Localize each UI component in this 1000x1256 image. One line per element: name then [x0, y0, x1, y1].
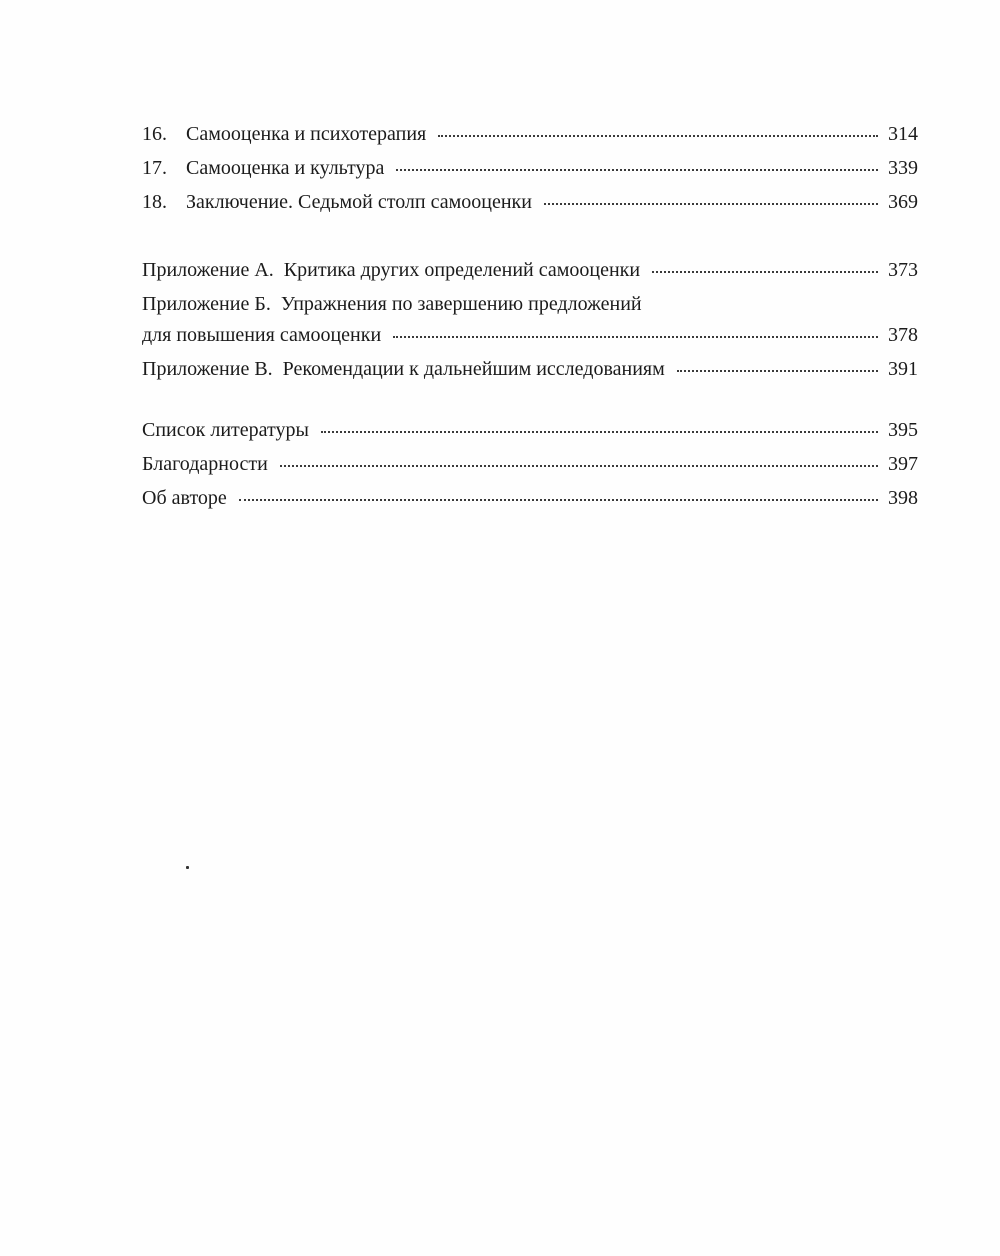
toc-entry-chapter-17[interactable]: [142, 158, 918, 192]
chapter-number: 18.: [142, 191, 167, 213]
chapter-title: Самооценка и психотерапия: [186, 123, 427, 145]
appendix-title-line2: для повышения самооценки: [142, 324, 382, 346]
page-number: 373: [888, 259, 918, 281]
page-number: 397: [888, 453, 918, 475]
toc-entry-appendix-v[interactable]: [142, 359, 918, 393]
dot-leader: [280, 465, 878, 467]
chapter-title: Заключение. Седьмой столп самооценки: [186, 191, 532, 213]
chapter-number: 17.: [142, 157, 167, 179]
toc-entry-appendix-b[interactable]: [142, 294, 918, 358]
dot-leader: [544, 203, 878, 205]
dot-leader: [396, 169, 878, 171]
entry-title: Список литературы: [142, 419, 309, 441]
dot-leader: [677, 370, 878, 372]
toc-entry-chapter-16[interactable]: [142, 124, 918, 158]
chapter-title: Самооценка и культура: [186, 157, 385, 179]
dot-leader: [393, 336, 878, 338]
toc-entry-appendix-a[interactable]: [142, 260, 918, 294]
appendix-title-line1: Приложение Б. Упражнения по завершению предложений: [142, 293, 642, 315]
toc-entry-chapter-18[interactable]: [142, 192, 918, 226]
appendix-title: Приложение В. Рекомендации к дальнейшим исследованиям: [142, 358, 665, 380]
dot-leader: [239, 499, 878, 501]
toc-entry-bibliography[interactable]: [142, 420, 918, 454]
toc-entry-about-author[interactable]: [142, 488, 918, 522]
dot-leader: [438, 135, 878, 137]
page-number: 395: [888, 419, 918, 441]
page-number: 378: [888, 324, 918, 346]
entry-title: Об авторе: [142, 487, 227, 509]
page-number: 339: [888, 157, 918, 179]
paper-speck: [186, 866, 189, 869]
chapter-number: 16.: [142, 123, 167, 145]
page-number: 391: [888, 358, 918, 380]
dot-leader: [652, 271, 878, 273]
page-number: 398: [888, 487, 918, 509]
toc-entry-acknowledgements[interactable]: [142, 454, 918, 488]
entry-title: Благодарности: [142, 453, 268, 475]
page-number: 369: [888, 191, 918, 213]
dot-leader: [321, 431, 878, 433]
page-number: 314: [888, 123, 918, 145]
appendix-title: Приложение А. Критика других определений самооценки: [142, 259, 641, 281]
